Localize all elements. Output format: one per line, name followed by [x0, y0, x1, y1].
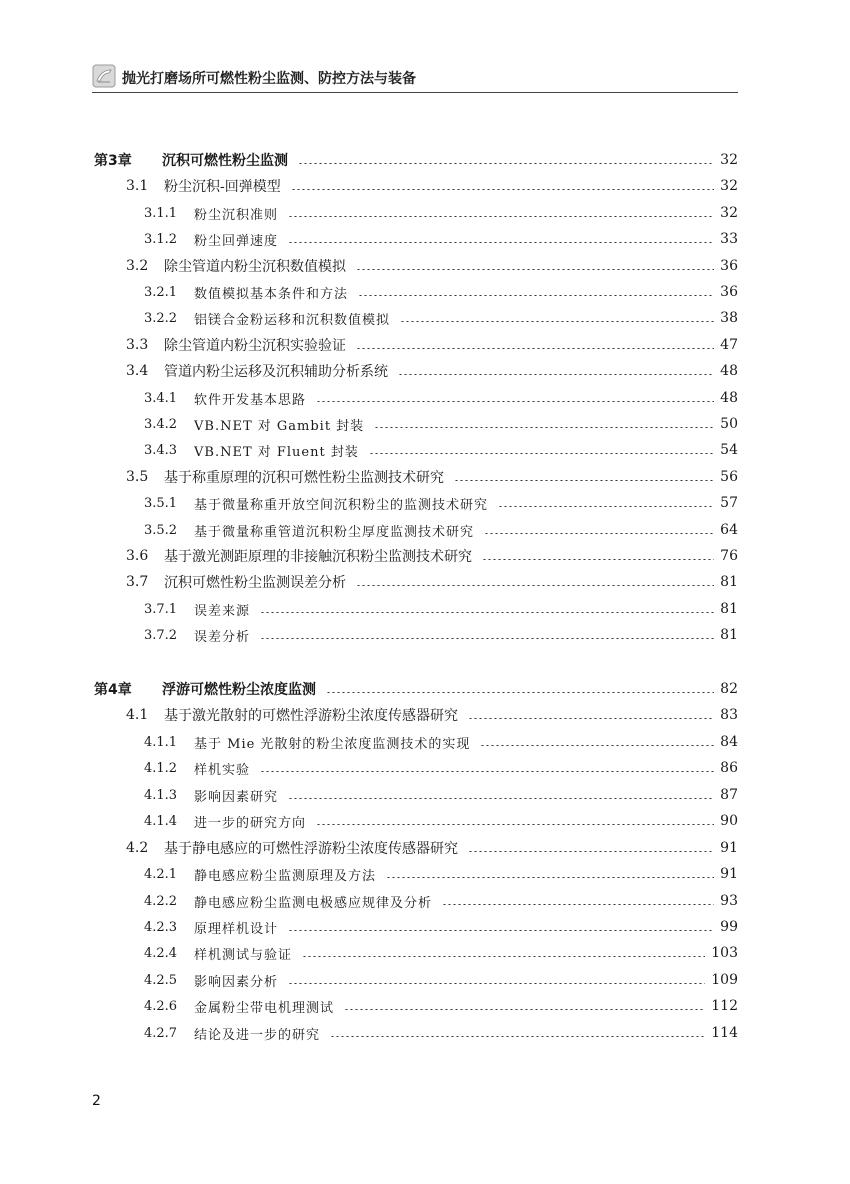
toc-entry-title: 基于微量称重开放空间沉积粉尘的监测技术研究	[194, 497, 489, 513]
toc-entry-number: 3.7	[126, 574, 149, 590]
toc-entry-title: 除尘管道内粉尘沉积实验验证	[164, 338, 346, 354]
toc-entry-page: 114	[711, 1025, 738, 1041]
toc-entry-page: 48	[720, 390, 738, 406]
dot-leader	[482, 559, 714, 560]
dot-leader	[260, 638, 714, 639]
toc-entry-section	[126, 174, 738, 198]
toc-entry-title: 数值模拟基本条件和方法	[194, 286, 349, 302]
page-number: 2	[92, 1093, 101, 1109]
dot-leader	[480, 745, 714, 746]
toc-entry-subsection	[144, 862, 738, 886]
toc-entry-section	[126, 333, 738, 357]
toc-entry-page: 86	[720, 760, 738, 776]
dot-leader	[316, 824, 714, 825]
dot-leader	[344, 1009, 705, 1010]
toc-entry-page: 76	[720, 548, 738, 564]
dot-leader	[356, 348, 714, 349]
dot-leader	[288, 983, 705, 984]
toc-entry-page: 56	[720, 469, 738, 485]
dot-leader	[356, 269, 714, 270]
toc-entry-page: 32	[720, 178, 738, 194]
toc-entry-number: 第3章	[94, 153, 132, 169]
toc-entry-title: VB.NET 对 Fluent 封装	[194, 444, 359, 460]
dot-leader	[330, 1036, 705, 1037]
toc-entry-title: 沉积可燃性粉尘监测误差分析	[164, 575, 346, 591]
dot-leader	[398, 374, 714, 375]
running-header	[92, 64, 738, 94]
toc-entry-page: 87	[720, 787, 738, 803]
toc-entry-number: 4.2.6	[144, 998, 178, 1014]
dot-leader	[358, 295, 714, 296]
toc-entry-number: 3.5	[126, 469, 149, 485]
toc-entry-title: 原理样机设计	[194, 921, 279, 937]
dot-leader	[498, 506, 714, 507]
dot-leader	[288, 242, 714, 243]
toc-entry-subsection	[144, 968, 738, 992]
toc-entry-subsection	[144, 386, 738, 410]
toc-entry-number: 3.4.1	[144, 390, 178, 406]
toc-entry-page: 48	[720, 363, 738, 379]
toc-entry-number: 3.4.3	[144, 442, 178, 458]
dot-leader	[326, 692, 714, 693]
toc-entry-title: 基于微量称重管道沉积粉尘厚度监测技术研究	[194, 524, 475, 540]
toc-entry-subsection	[144, 597, 738, 621]
toc-entry-page: 47	[720, 337, 738, 353]
toc-entry-page: 109	[711, 972, 738, 988]
toc-entry-page: 103	[711, 945, 738, 961]
toc-entry-title: 沉积可燃性粉尘监测	[162, 153, 288, 169]
toc-entry-page: 36	[720, 284, 738, 300]
dot-leader	[442, 904, 714, 905]
toc-entry-title: 样机测试与验证	[194, 947, 293, 963]
toc-entry-page: 91	[720, 866, 738, 882]
toc-entry-number: 3.1	[126, 178, 149, 194]
toc-entry-page: 38	[720, 310, 738, 326]
toc-entry-number: 3.7.2	[144, 627, 178, 643]
dot-leader	[356, 585, 714, 586]
toc-entry-number: 3.6	[126, 548, 149, 564]
dot-leader	[288, 216, 714, 217]
toc-entry-title: 进一步的研究方向	[194, 815, 307, 831]
toc-entry-page: 112	[711, 998, 738, 1014]
toc-entry-section	[126, 544, 738, 568]
dot-leader	[291, 189, 714, 190]
header-title: 抛光打磨场所可燃性粉尘监测、防控方法与装备	[122, 71, 416, 87]
toc-entry-number: 4.1.1	[144, 734, 178, 750]
toc-entry-section	[126, 703, 738, 727]
toc-entry-title: 除尘管道内粉尘沉积数值模拟	[164, 259, 346, 275]
toc-entry-title: 基于静电感应的可燃性浮游粉尘浓度传感器研究	[164, 841, 458, 857]
toc-entry-number: 4.2.1	[144, 866, 178, 882]
toc-entry-number: 4.1	[126, 707, 149, 723]
dot-leader	[369, 453, 714, 454]
toc-entry-page: 50	[720, 416, 738, 432]
toc-entry-title: 铝镁合金粉运移和沉积数值模拟	[194, 312, 391, 328]
toc-entry-page: 81	[720, 574, 738, 590]
toc-entry-subsection	[144, 915, 738, 939]
toc-entry-subsection	[144, 306, 738, 330]
toc-entry-number: 4.2.4	[144, 945, 178, 961]
toc-entry-subsection	[144, 889, 738, 913]
header-rule	[92, 92, 738, 93]
toc-entry-page: 91	[720, 840, 738, 856]
toc-entry-number: 3.4.2	[144, 416, 178, 432]
dot-leader	[288, 930, 714, 931]
toc-entry-page: 54	[720, 442, 738, 458]
toc-entry-number: 3.4	[126, 363, 149, 379]
dot-leader	[288, 798, 714, 799]
toc-entry-subsection	[144, 438, 738, 462]
toc-entry-section	[126, 836, 738, 860]
dot-leader	[386, 877, 714, 878]
toc-entry-number: 3.3	[126, 337, 149, 353]
toc-entry-page: 82	[720, 681, 738, 697]
toc-entry-number: 3.5.2	[144, 522, 178, 538]
toc-entry-title: 管道内粉尘运移及沉积辅助分析系统	[164, 364, 388, 380]
toc-entry-number: 4.1.3	[144, 787, 178, 803]
toc-entry-page: 57	[720, 495, 738, 511]
toc-entry-number: 4.2	[126, 840, 149, 856]
toc-entry-title: 粉尘回弹速度	[194, 233, 279, 249]
toc-entry-number: 4.2.7	[144, 1025, 178, 1041]
toc-entry-title: 影响因素研究	[194, 789, 279, 805]
toc-entry-title: 误差来源	[194, 603, 251, 619]
toc-entry-page: 83	[720, 707, 738, 723]
toc-entry-page: 90	[720, 813, 738, 829]
toc-entry-title: 粉尘沉积-回弹模型	[164, 179, 281, 195]
toc-entry-number: 4.2.2	[144, 893, 178, 909]
toc-entry-title: VB.NET 对 Gambit 封装	[194, 418, 365, 434]
toc-entry-subsection	[144, 809, 738, 833]
toc-entry-page: 81	[720, 627, 738, 643]
dot-leader	[374, 427, 714, 428]
dot-leader	[316, 401, 714, 402]
toc-entry-title: 结论及进一步的研究	[194, 1027, 321, 1043]
toc-entry-number: 3.1.2	[144, 231, 178, 247]
dot-leader	[468, 718, 714, 719]
toc-entry-title: 浮游可燃性粉尘浓度监测	[162, 682, 316, 698]
toc-entry-subsection	[144, 783, 738, 807]
toc-entry-title: 影响因素分析	[194, 974, 279, 990]
toc-entry-page: 99	[720, 919, 738, 935]
toc-entry-subsection	[144, 756, 738, 780]
toc-entry-subsection	[144, 201, 738, 225]
toc-entry-number: 3.2.1	[144, 284, 178, 300]
toc-entry-subsection	[144, 491, 738, 515]
toc-entry-page: 36	[720, 258, 738, 274]
dot-leader	[468, 851, 714, 852]
toc-entry-number: 3.5.1	[144, 495, 178, 511]
toc-entry-number: 3.2	[126, 258, 149, 274]
toc-entry-subsection	[144, 280, 738, 304]
toc-entry-number: 4.2.5	[144, 972, 178, 988]
toc-entry-number: 4.1.4	[144, 813, 178, 829]
toc-entry-page: 32	[720, 152, 738, 168]
toc-entry-section	[126, 254, 738, 278]
toc-entry-chapter	[94, 148, 738, 172]
dot-leader	[298, 163, 714, 164]
toc-entry-title: 基于激光散射的可燃性浮游粉尘浓度传感器研究	[164, 708, 458, 724]
toc-entry-page: 32	[720, 205, 738, 221]
toc-entry-title: 静电感应粉尘监测原理及方法	[194, 868, 377, 884]
dot-leader	[260, 771, 714, 772]
book-logo-icon	[92, 64, 116, 88]
toc-entry-title: 基于激光测距原理的非接触沉积粉尘监测技术研究	[164, 549, 472, 565]
toc-entry-number: 4.2.3	[144, 919, 178, 935]
toc-entry-title: 静电感应粉尘监测电极感应规律及分析	[194, 895, 433, 911]
dot-leader	[260, 612, 714, 613]
toc-entry-number: 4.1.2	[144, 760, 178, 776]
toc-entry-subsection	[144, 994, 738, 1018]
toc-entry-subsection	[144, 518, 738, 542]
toc-entry-title: 金属粉尘带电机理测试	[194, 1000, 335, 1016]
toc-entry-number: 第4章	[94, 682, 132, 698]
toc-entry-subsection	[144, 412, 738, 436]
toc-entry-title: 软件开发基本思路	[194, 392, 307, 408]
toc-entry-title: 基于 Mie 光散射的粉尘浓度监测技术的实现	[194, 736, 471, 752]
toc-entry-page: 81	[720, 601, 738, 617]
dot-leader	[302, 956, 705, 957]
toc-entry-section	[126, 359, 738, 383]
toc-entry-number: 3.2.2	[144, 310, 178, 326]
toc-entry-subsection	[144, 623, 738, 647]
toc-entry-page: 33	[720, 231, 738, 247]
toc-entry-title: 粉尘沉积准则	[194, 207, 279, 223]
toc-entry-page: 93	[720, 893, 738, 909]
toc-entry-section	[126, 570, 738, 594]
toc-entry-subsection	[144, 941, 738, 965]
toc-entry-subsection	[144, 730, 738, 754]
toc-entry-title: 误差分析	[194, 629, 251, 645]
dot-leader	[454, 480, 714, 481]
toc-entry-title: 基于称重原理的沉积可燃性粉尘监测技术研究	[164, 470, 444, 486]
toc-entry-number: 3.1.1	[144, 205, 178, 221]
toc-entry-number: 3.7.1	[144, 601, 178, 617]
toc-entry-title: 样机实验	[194, 762, 251, 778]
toc-entry-section	[126, 465, 738, 489]
toc-entry-page: 84	[720, 734, 738, 750]
dot-leader	[400, 321, 714, 322]
toc-entry-chapter	[94, 677, 738, 701]
dot-leader	[484, 533, 714, 534]
toc-entry-subsection	[144, 1021, 738, 1045]
toc-entry-page: 64	[720, 522, 738, 538]
toc-entry-subsection	[144, 227, 738, 251]
